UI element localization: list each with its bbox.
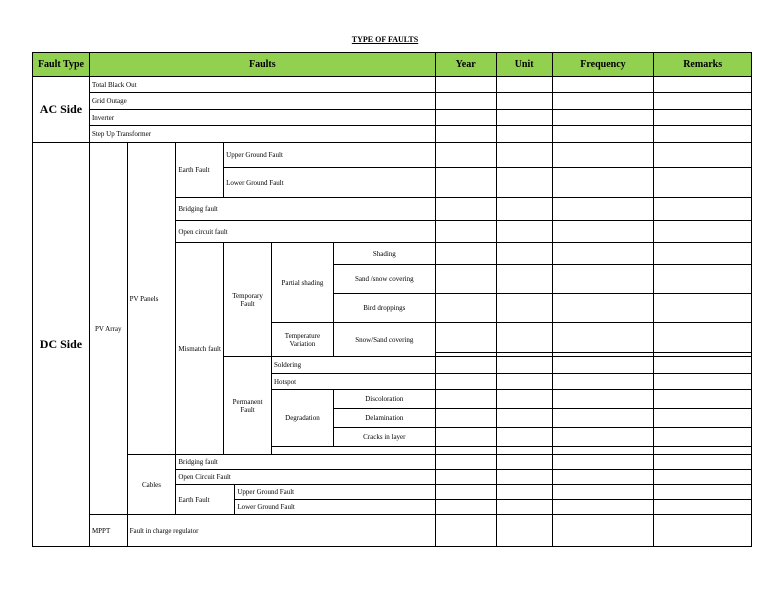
year-cell — [435, 428, 496, 447]
unit-cell — [496, 143, 552, 168]
remarks-cell — [654, 243, 752, 265]
degradation-label: Degradation — [271, 390, 333, 447]
frequency-cell — [552, 126, 654, 143]
table-row — [33, 93, 752, 110]
unit-cell — [496, 243, 552, 265]
fault-cell: Discoloration — [333, 390, 435, 409]
remarks-cell — [654, 428, 752, 447]
unit-cell — [496, 390, 552, 409]
unit-cell — [496, 447, 552, 455]
unit-cell — [496, 455, 552, 470]
fault-cell: Sand /snow covering — [333, 265, 435, 294]
fault-cell: Step Up Transformer — [89, 126, 435, 143]
frequency-cell — [552, 110, 654, 126]
fault-cell: Upper Ground Fault — [224, 143, 436, 168]
table-row — [33, 126, 752, 143]
remarks-cell — [654, 470, 752, 485]
remarks-cell — [654, 447, 752, 455]
frequency-cell — [552, 243, 654, 265]
remarks-cell — [654, 143, 752, 168]
frequency-cell — [552, 515, 654, 547]
remarks-cell — [654, 357, 752, 374]
remarks-cell — [654, 323, 752, 353]
dc-side-label: DC Side — [33, 143, 90, 547]
remarks-cell — [654, 168, 752, 198]
fault-cell: Open circuit fault — [176, 221, 435, 243]
mismatch-fault-label: Mismatch fault — [176, 243, 224, 455]
remarks-cell — [654, 77, 752, 93]
fault-cell: Hotspot — [271, 374, 435, 390]
header-row — [33, 53, 752, 77]
frequency-cell — [552, 470, 654, 485]
unit-cell — [496, 294, 552, 323]
frequency-cell — [552, 294, 654, 323]
unit-cell — [496, 409, 552, 428]
remarks-cell — [654, 515, 752, 547]
year-cell — [435, 515, 496, 547]
frequency-cell — [552, 198, 654, 221]
ac-side-label: AC Side — [33, 77, 90, 143]
mppt-label: MPPT — [89, 515, 127, 547]
frequency-cell — [552, 357, 654, 374]
table-row — [33, 455, 752, 470]
year-cell — [435, 110, 496, 126]
unit-cell — [496, 110, 552, 126]
year-cell — [435, 221, 496, 243]
remarks-cell — [654, 126, 752, 143]
unit-cell — [496, 77, 552, 93]
unit-cell — [496, 515, 552, 547]
header-unit: Unit — [496, 53, 552, 77]
fault-cell: Shading — [333, 243, 435, 265]
fault-cell: Fault in charge regulator — [127, 515, 435, 547]
year-cell — [435, 243, 496, 265]
year-cell — [435, 294, 496, 323]
remarks-cell — [654, 110, 752, 126]
year-cell — [435, 93, 496, 110]
year-cell — [435, 447, 496, 455]
unit-cell — [496, 198, 552, 221]
frequency-cell — [552, 485, 654, 500]
fault-cell: Cracks in layer — [333, 428, 435, 447]
header-year: Year — [435, 53, 496, 77]
temperature-variation-label: Temperature Variation — [271, 323, 333, 357]
permanent-fault-label: Permanent Fault — [224, 357, 272, 455]
fault-cell: Open Circuit Fault — [176, 470, 435, 485]
remarks-cell — [654, 390, 752, 409]
year-cell — [435, 455, 496, 470]
unit-cell — [496, 470, 552, 485]
year-cell — [435, 390, 496, 409]
year-cell — [435, 323, 496, 353]
remarks-cell — [654, 500, 752, 515]
header-fault-type: Fault Type — [33, 53, 90, 77]
fault-cell: Total Black Out — [89, 77, 435, 93]
remarks-cell — [654, 198, 752, 221]
faults-table — [32, 52, 752, 547]
frequency-cell — [552, 428, 654, 447]
unit-cell — [496, 265, 552, 294]
frequency-cell — [552, 168, 654, 198]
fault-cell: Grid Outage — [89, 93, 435, 110]
remarks-cell — [654, 374, 752, 390]
unit-cell — [496, 500, 552, 515]
spacer-cell — [271, 447, 435, 455]
year-cell — [435, 485, 496, 500]
frequency-cell — [552, 455, 654, 470]
temporary-fault-label: Temporary Fault — [224, 243, 272, 357]
cables-label: Cables — [127, 455, 176, 515]
remarks-cell — [654, 294, 752, 323]
header-frequency: Frequency — [552, 53, 654, 77]
year-cell — [435, 143, 496, 168]
remarks-cell — [654, 93, 752, 110]
year-cell — [435, 265, 496, 294]
table-row — [33, 110, 752, 126]
fault-cell: Snow/Sand covering — [333, 323, 435, 357]
unit-cell — [496, 126, 552, 143]
frequency-cell — [552, 265, 654, 294]
unit-cell — [496, 323, 552, 353]
partial-shading-label: Partial shading — [271, 243, 333, 323]
year-cell — [435, 500, 496, 515]
year-cell — [435, 357, 496, 374]
year-cell — [435, 409, 496, 428]
unit-cell — [496, 357, 552, 374]
unit-cell — [496, 221, 552, 243]
frequency-cell — [552, 409, 654, 428]
remarks-cell — [654, 455, 752, 470]
page-title: TYPE OF FAULTS — [351, 35, 419, 44]
frequency-cell — [552, 323, 654, 353]
remarks-cell — [654, 409, 752, 428]
fault-cell: Inverter — [89, 110, 435, 126]
header-faults: Faults — [89, 53, 435, 77]
cables-earth-fault-label: Earth Fault — [176, 485, 235, 515]
frequency-cell — [552, 374, 654, 390]
year-cell — [435, 77, 496, 93]
year-cell — [435, 374, 496, 390]
frequency-cell — [552, 500, 654, 515]
unit-cell — [496, 485, 552, 500]
remarks-cell — [654, 221, 752, 243]
year-cell — [435, 470, 496, 485]
year-cell — [435, 126, 496, 143]
year-cell — [435, 168, 496, 198]
year-cell — [435, 198, 496, 221]
fault-cell: Bridging fault — [176, 455, 435, 470]
frequency-cell — [552, 143, 654, 168]
table-row — [33, 77, 752, 93]
table-row — [33, 143, 752, 168]
fault-cell: Lower Ground Fault — [224, 168, 436, 198]
fault-cell: Lower Ground Fault — [235, 500, 435, 515]
frequency-cell — [552, 221, 654, 243]
unit-cell — [496, 374, 552, 390]
earth-fault-label: Earth Fault — [176, 143, 224, 198]
fault-cell: Bridging fault — [176, 198, 435, 221]
frequency-cell — [552, 390, 654, 409]
unit-cell — [496, 93, 552, 110]
remarks-cell — [654, 265, 752, 294]
unit-cell — [496, 168, 552, 198]
fault-cell: Upper Ground Fault — [235, 485, 435, 500]
frequency-cell — [552, 77, 654, 93]
table-row — [33, 515, 752, 547]
pv-panels-label: PV Panels — [127, 143, 176, 455]
fault-cell: Delamination — [333, 409, 435, 428]
pv-array-label: PV Array — [89, 143, 127, 515]
fault-cell: Soldering — [271, 357, 435, 374]
fault-cell: Bird droppings — [333, 294, 435, 323]
header-remarks: Remarks — [654, 53, 752, 77]
frequency-cell — [552, 447, 654, 455]
remarks-cell — [654, 485, 752, 500]
frequency-cell — [552, 93, 654, 110]
unit-cell — [496, 428, 552, 447]
